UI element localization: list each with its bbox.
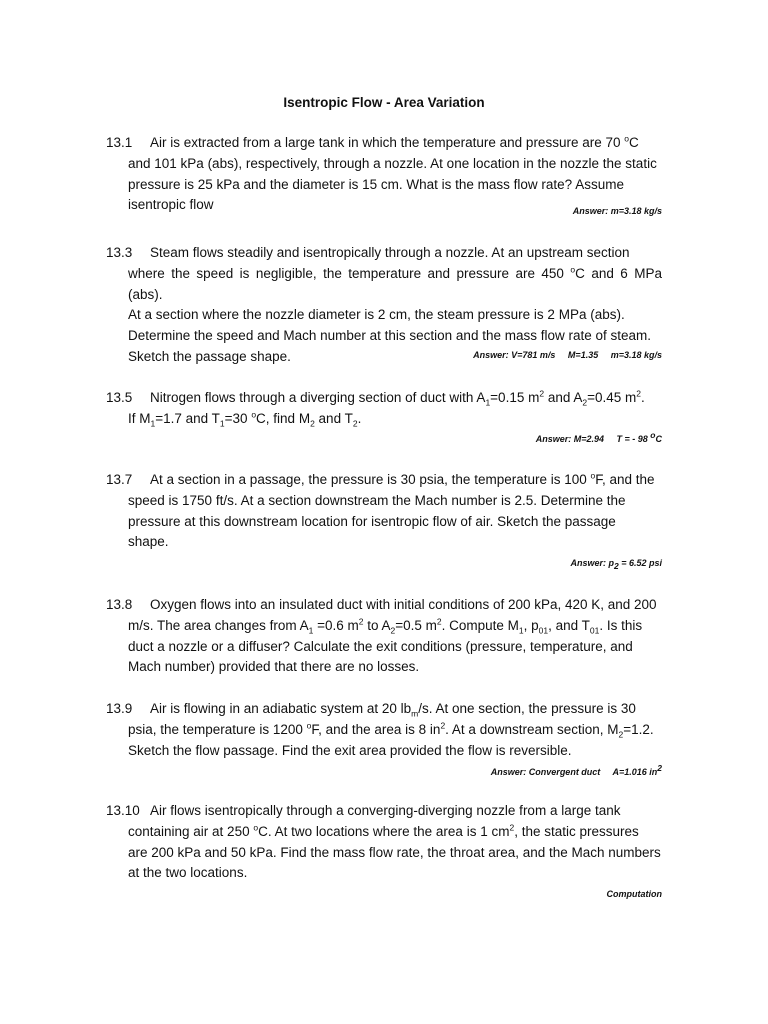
problem-text-line: pressure at this downstream location for isentropic flow of air. Sketch the passage [128,513,616,529]
problem-13-9 [106,699,662,761]
problem-text-line: at the two locations. [128,865,248,881]
problem-number: 13.7 [106,472,133,487]
problem-text-line: 13.8 Oxygen flows into an insulated duct with initial conditions of 200 kPa, 420 K, and 200 [106,595,662,616]
page-title: Isentropic Flow - Area Variation [283,95,485,110]
problem-text-line: 13.3 Steam flows steadily and isentropically through a nozzle. At an upstream section [106,243,662,264]
problem-text-line: Sketch the flow passage. Find the exit area provided the flow is reversible. [128,742,572,758]
problem-text-line: speed is 1750 ft/s. At a section downstream the Mach number is 2.5. Determine the [128,492,626,508]
problem-text-line: duct a nozzle or a diffuser? Calculate the exit conditions (pressure, temperature, and [128,638,633,654]
problem-number: 13.3 [106,245,133,260]
problem-number: 13.8 [106,597,133,612]
problem-13-8 [106,595,662,678]
answer-label: Answer: Convergent duct A=1.016 $in^2$ [490,763,662,777]
answer-label: Answer: $p_2 = 6.52$ psi [570,558,662,571]
problem-text-line: where the speed is negligible, the temperature and pressure are 450 $^o$C and 6 MPa (abs). [128,264,662,302]
problem-text-line: shape. [128,534,169,550]
problem-13-7 [106,470,662,553]
answer-label: Answer: V=781 m/s M=1.35 m=3.18 kg/s [473,350,662,360]
problem-text-line: 13.9 Air is flowing in an adiabatic system at 20 $lb_m/s$. At one section, the pressure is 30 [106,701,636,719]
problem-number: 13.1 [106,135,133,150]
answer-label: Answer: m=3.18 kg/s [572,206,662,216]
problem-text-line: isentropic flow [128,197,214,213]
problem-text-line: are 200 kPa and 50 kPa. Find the mass flow rate, the throat area, and the Mach numbers [128,844,661,860]
problem-13-10 [106,801,662,884]
problem-text-line: 13.1 Air is extracted from a large tank in which the temperature and pressure are 70 $^o$C [106,133,662,154]
problem-text-line: m/s. The area changes from $A_1 =0.6$ $m^2$ to $A_2=0.5$ $m^2$. Compute $M_1$, $p_{01}$, and $T_{01}$. Is this [128,616,643,636]
problem-text-line: Determine the speed and Mach number at this section and the mass flow rate of steam. [128,328,652,344]
problem-number: 13.9 [106,701,133,716]
problem-number: 13.5 [106,390,133,405]
problem-text-line: At a section where the nozzle diameter is 2 cm, the steam pressure is 2 MPa (abs). [128,307,625,323]
problem-text-line: psia, the temperature is 1200 $^o$F, and the area is 8 $in^2$. At a downstream section, $M_2=1.2$. [128,720,654,740]
problem-text-line: Mach number) provided that there are no losses. [128,659,420,675]
problem-text-line: 13.10 Air flows isentropically through a converging-diverging nozzle from a large tank [106,801,662,822]
problem-13-5 [106,388,662,430]
problem-13-1 [106,133,662,216]
problem-text-line: pressure is 25 kPa and the diameter is 15 cm. What is the mass flow rate? Assume [128,176,624,192]
problem-text-line: containing air at 250 $^o$C. At two locations where the area is 1 $cm^2$, the static pressures [128,822,639,839]
problem-text-line: 13.5 Nitrogen flows through a diverging section of duct with $A_1=0.15$ $m^2$ and $A_2=0.45$ $m^2$. [106,388,645,408]
answer-label: Computation [606,889,662,899]
problem-text-line: If $M_1=1.7$ and $T_1=30$ $^o$C, find $M_2$ and $T_2$. [128,409,362,429]
problem-number: 13.10 [106,803,140,818]
answer-label: Answer: M=2.94 T = - 98 $^o$C [535,430,662,444]
problem-text-line: and 101 kPa (abs), respectively, through a nozzle. At one location in the nozzle the static [128,155,657,171]
problem-text-line: 13.7 At a section in a passage, the pressure is 30 psia, the temperature is 100 $^o$F, and the [106,470,662,491]
problem-text-line: Sketch the passage shape. [128,348,291,364]
